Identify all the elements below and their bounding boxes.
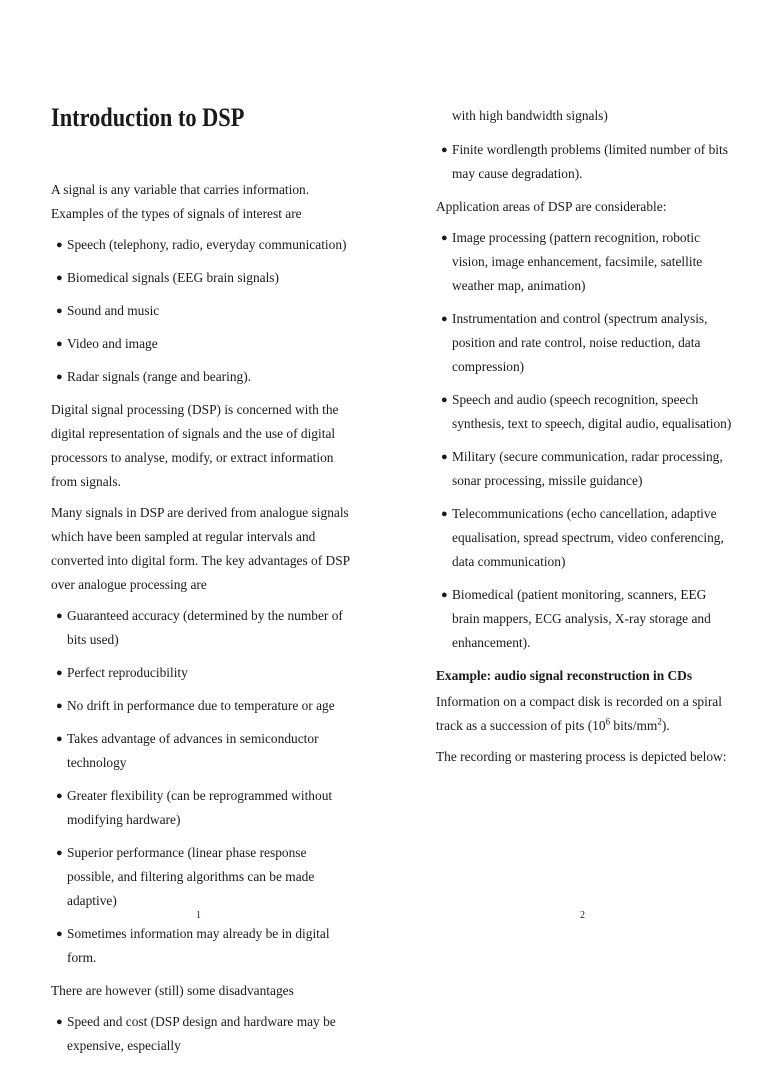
disadvantages-intro-paragraph: There are however (still) some disadvantages — [51, 983, 294, 998]
bullet-icon: ● — [56, 1016, 63, 1028]
list-item — [51, 694, 351, 718]
list-item — [51, 922, 351, 970]
cd-info-unit: bits/mm — [610, 718, 658, 733]
page-title: Introduction to DSP — [51, 103, 245, 132]
bullet-icon: ● — [56, 847, 63, 859]
list-item — [436, 583, 736, 655]
list-item-text: Instrumentation and control (spectrum analysis, position and rate control, noise reduction, data compression) — [452, 311, 708, 374]
page-2-column — [436, 104, 736, 776]
list-item — [436, 388, 736, 436]
bullet-icon: ● — [441, 451, 448, 463]
list-item — [436, 445, 736, 493]
bullet-icon: ● — [56, 239, 63, 251]
list-item-text: Speech and audio (speech recognition, speech synthesis, text to speech, digital audio, equalisation) — [452, 392, 732, 431]
list-item — [51, 661, 351, 685]
list-item — [51, 841, 351, 913]
bullet-icon: ● — [441, 232, 448, 244]
list-item — [51, 727, 351, 775]
example-heading: Example: audio signal reconstruction in CDs — [436, 668, 693, 683]
bullet-icon: ● — [56, 790, 63, 802]
exponent: 2 — [657, 716, 662, 727]
page-1-column — [51, 96, 351, 1067]
list-item-text: Biomedical signals (EEG brain signals) — [67, 270, 279, 285]
page-number: 1 — [196, 910, 201, 921]
list-item — [436, 138, 736, 186]
cd-info-paragraph — [436, 690, 736, 738]
bullet-icon: ● — [441, 313, 448, 325]
page-1 — [0, 0, 384, 1053]
list-item — [436, 226, 736, 298]
list-item-text: Speech (telephony, radio, everyday communication) — [67, 237, 347, 252]
disadvantages-list — [51, 1010, 351, 1058]
list-item-text: Telecommunications (echo cancellation, adaptive equalisation, spread spectrum, video conferencing, data communication) — [452, 506, 724, 569]
list-item — [51, 332, 351, 356]
cd-info-text: Information on a compact disk is recorded on a spiral track as a succession of pits (10 — [436, 694, 722, 733]
list-item-text: Greater flexibility (can be reprogrammed without modifying hardware) — [67, 788, 333, 827]
list-item-text: Sometimes information may already be in digital form. — [67, 926, 330, 965]
list-item — [436, 307, 736, 379]
list-item-text: Sound and music — [67, 303, 160, 318]
list-item-text: Speed and cost (DSP design and hardware may be expensive, especially — [67, 1014, 336, 1053]
mastering-paragraph: The recording or mastering process is depicted below: — [436, 749, 727, 764]
applications-intro-paragraph: Application areas of DSP are considerable: — [436, 199, 667, 214]
bullet-icon: ● — [56, 305, 63, 317]
bullet-icon: ● — [441, 589, 448, 601]
bullet-icon: ● — [56, 700, 63, 712]
cd-info-end: ). — [661, 718, 670, 733]
list-item — [51, 604, 351, 652]
list-item — [51, 1010, 351, 1058]
list-item — [51, 784, 351, 832]
list-item-text: Radar signals (range and bearing). — [67, 369, 252, 384]
bullet-icon: ● — [441, 508, 448, 520]
exponent: 6 — [605, 716, 611, 727]
continued-list-item-text: with high bandwidth signals) — [452, 108, 608, 123]
list-item-text: Perfect reproducibility — [67, 665, 188, 680]
disadvantages-list-continued — [436, 138, 736, 186]
list-item-text: Military (secure communication, radar processing, sonar processing, missile guidance) — [452, 449, 723, 488]
bullet-icon: ● — [56, 338, 63, 350]
bullet-icon: ● — [56, 272, 63, 284]
advantages-intro-paragraph: Many signals in DSP are derived from analogue signals which have been sampled at regular intervals and converted into digital form. The key advantages of DSP over analogue processing are — [51, 505, 350, 592]
list-item — [51, 266, 351, 290]
applications-list — [436, 226, 736, 655]
list-item-text: Video and image — [67, 336, 158, 351]
list-item — [51, 233, 351, 257]
page-2 — [384, 0, 768, 1024]
list-item-text: Guaranteed accuracy (determined by the number of bits used) — [67, 608, 343, 647]
bullet-icon: ● — [441, 394, 448, 406]
bullet-icon: ● — [56, 610, 63, 622]
list-item — [436, 502, 736, 574]
signal-examples-list — [51, 233, 351, 389]
list-item — [51, 365, 351, 389]
bullet-icon: ● — [56, 667, 63, 679]
list-item — [51, 299, 351, 323]
list-item-text: Biomedical (patient monitoring, scanners, EEG brain mappers, ECG analysis, X-ray storage and enhancement). — [452, 587, 711, 650]
list-item-text: Image processing (pattern recognition, robotic vision, image enhancement, facsimile, satellite weather map, animation) — [452, 230, 703, 293]
list-item-text: Finite wordlength problems (limited number of bits may cause degradation). — [452, 142, 728, 181]
bullet-icon: ● — [56, 371, 63, 383]
list-item-text: No drift in performance due to temperature or age — [67, 698, 335, 713]
bullet-icon: ● — [56, 928, 63, 940]
intro-paragraph: A signal is any variable that carries information. Examples of the types of signals of interest are — [51, 182, 310, 221]
dsp-definition-paragraph: Digital signal processing (DSP) is concerned with the digital representation of signals and the use of digital processors to analyse, modify, or extract information from signals. — [51, 402, 339, 489]
page-number: 2 — [580, 910, 585, 921]
bullet-icon: ● — [56, 733, 63, 745]
list-item-text: Superior performance (linear phase response possible, and filtering algorithms can be made adaptive) — [67, 845, 315, 908]
bullet-icon: ● — [441, 144, 448, 156]
list-item-text: Takes advantage of advances in semiconductor technology — [67, 731, 319, 770]
advantages-list — [51, 604, 351, 970]
